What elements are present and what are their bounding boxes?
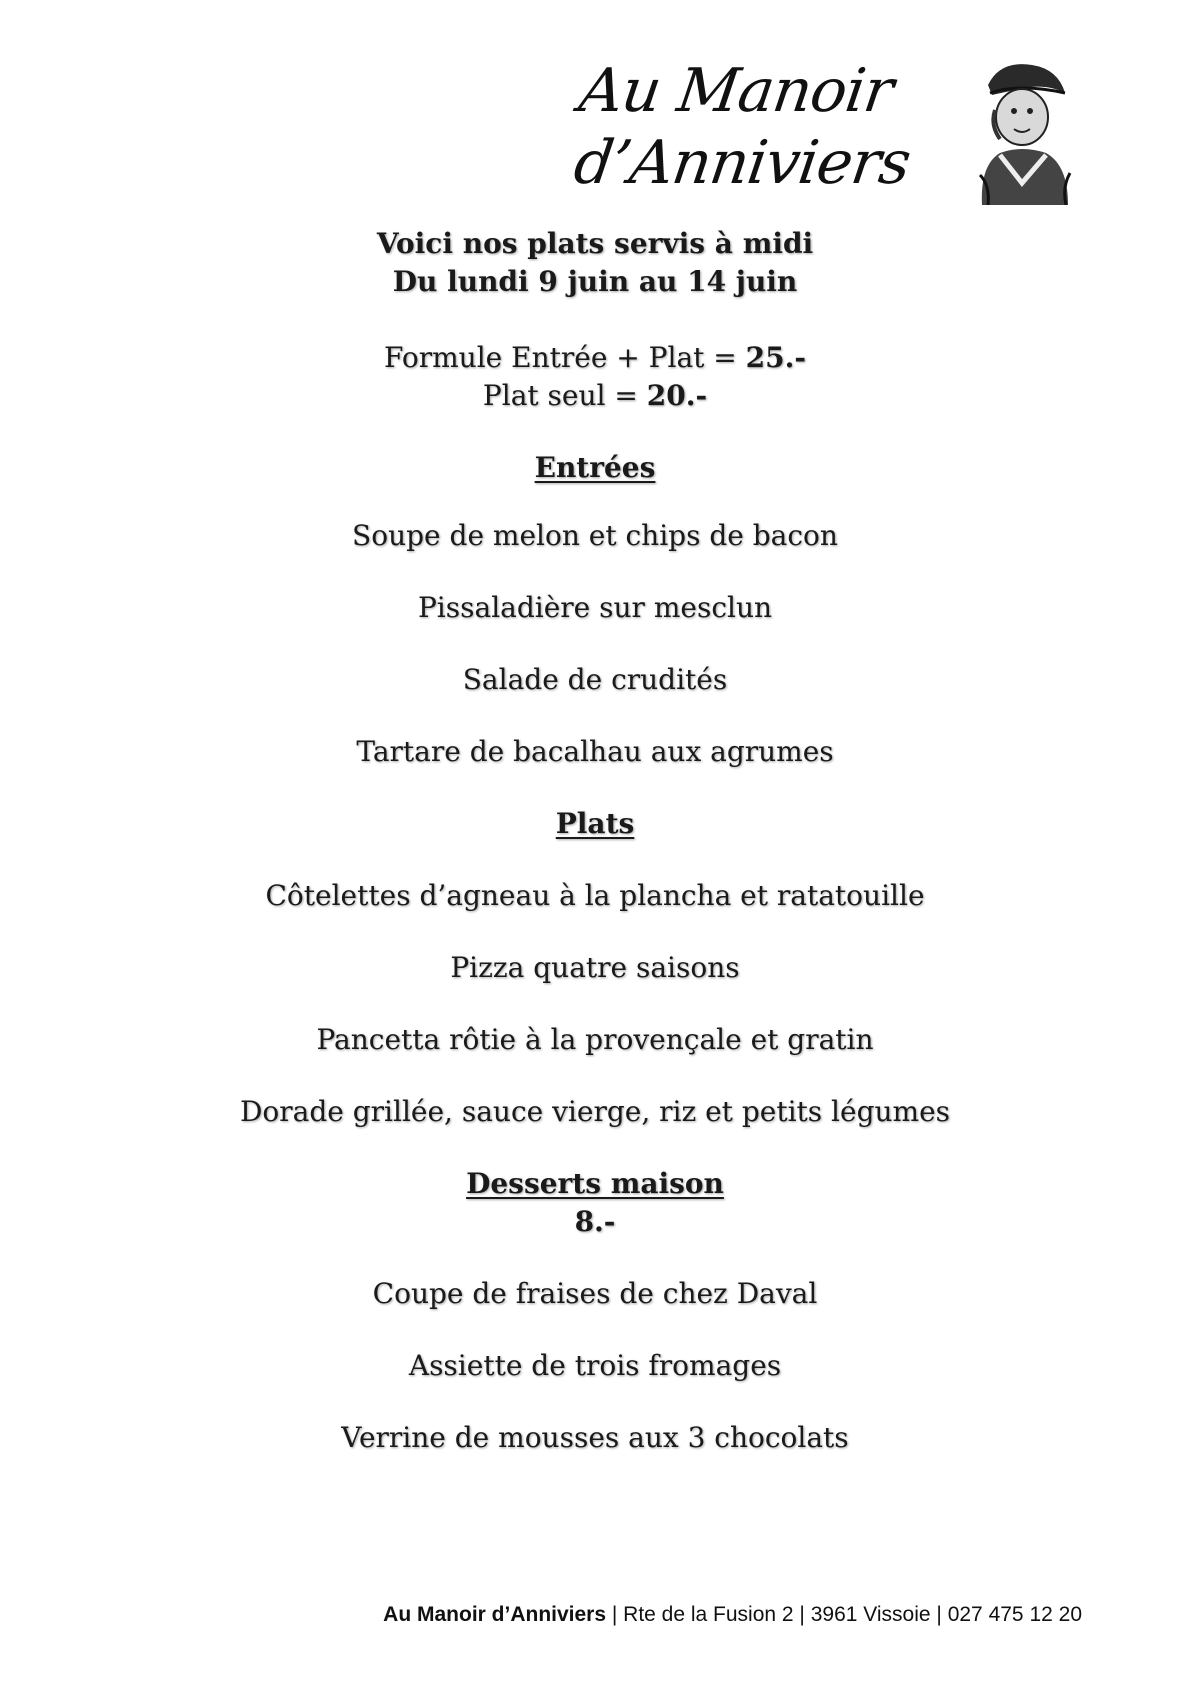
list-item: Pizza quatre saisons [450, 951, 740, 984]
list-item: Coupe de fraises de chez Daval [372, 1277, 818, 1310]
plat-label: Plat seul = [482, 379, 647, 412]
list-item: Verrine de mousses aux 3 chocolats [341, 1421, 849, 1454]
brand-line-2: d’Anniviers [570, 128, 915, 198]
menu-header-line-2: Du lundi 9 juin au 14 juin [392, 265, 798, 298]
list-item: Pancetta rôtie à la provençale et gratin [316, 1023, 874, 1056]
list-item: Tartare de bacalhau aux agrumes [356, 735, 834, 768]
brand-line-1: Au Manoir [575, 56, 897, 126]
list-item: Soupe de melon et chips de bacon [352, 519, 838, 552]
plat-price-line [0, 377, 1190, 415]
menu-header-line-1: Voici nos plats servis à midi [376, 227, 814, 260]
formula-price-line [0, 339, 1190, 377]
list-item: Salade de crudités [462, 663, 728, 696]
section-title-plats: Plats [555, 807, 635, 840]
menu-content [0, 225, 1190, 1457]
plat-price: 20.- [646, 379, 708, 412]
section-title-entrees: Entrées [534, 451, 656, 484]
formula-price: 25.- [745, 341, 806, 374]
footer-address [383, 1603, 1082, 1627]
list-item: Dorade grillée, sauce vierge, riz et petits légumes [239, 1095, 951, 1128]
chef-mascot-icon [970, 55, 1080, 205]
list-item: Pissaladière sur mesclun [417, 591, 773, 624]
formula-label: Formule Entrée + Plat = [383, 341, 746, 374]
list-item: Côtelettes d’agneau à la plancha et ratatouille [265, 879, 925, 912]
list-item: Assiette de trois fromages [408, 1349, 782, 1382]
desserts-price: 8.- [574, 1205, 616, 1238]
footer-contact: | Rte de la Fusion 2 | 3961 Vissoie | 027 475 12 20 [606, 1603, 1082, 1626]
footer-restaurant-name: Au Manoir d’Anniviers [383, 1603, 607, 1626]
restaurant-logo-text [565, 55, 915, 199]
section-title-desserts: Desserts maison [466, 1167, 724, 1200]
